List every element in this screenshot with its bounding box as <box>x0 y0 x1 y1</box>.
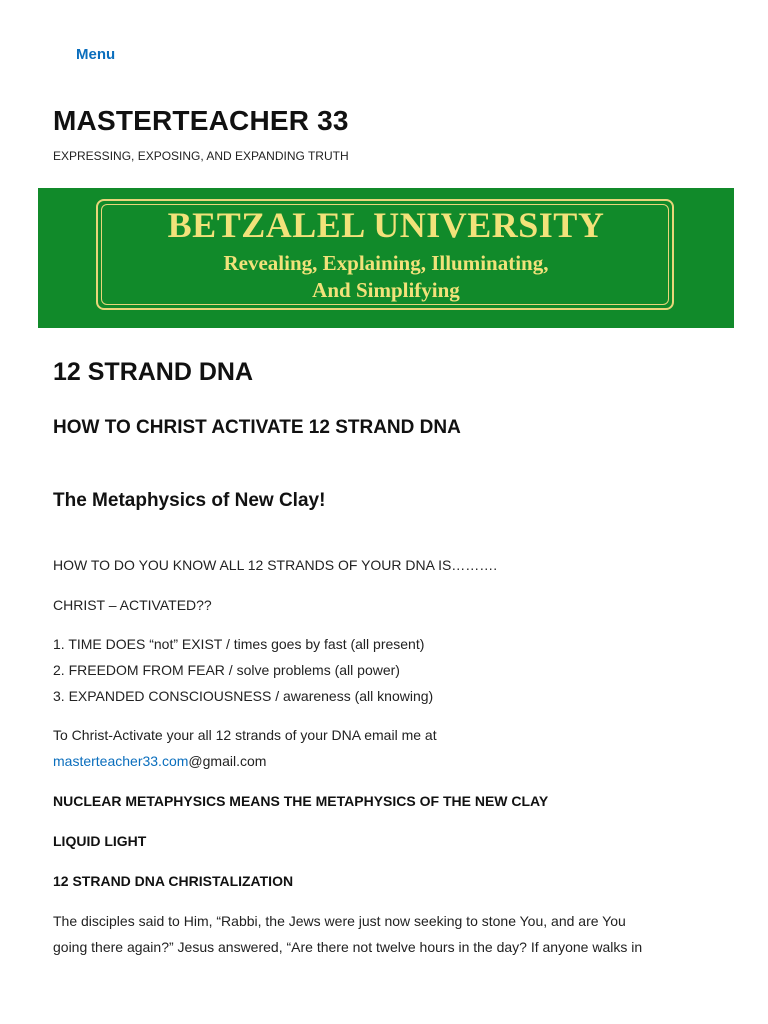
liquid-light-heading: LIQUID LIGHT <box>53 833 147 849</box>
list-item: 3. EXPANDED CONSCIOUSNESS / awareness (all knowing) <box>53 688 434 704</box>
email-suffix: @gmail.com <box>188 753 267 769</box>
banner-title: BETZALEL UNIVERSITY <box>167 205 605 245</box>
email-intro: To Christ-Activate your all 12 strands of your DNA email me at <box>53 727 437 743</box>
nuclear-metaphysics-heading: NUCLEAR METAPHYSICS MEANS THE METAPHYSICS OF THE NEW CLAY <box>53 793 549 809</box>
email-link[interactable]: masterteacher33.com <box>53 753 189 769</box>
site-description: EXPRESSING, EXPOSING, AND EXPANDING TRUTH <box>53 149 349 163</box>
christ-activated-paragraph: CHRIST – ACTIVATED?? <box>53 597 212 613</box>
scripture-line: The disciples said to Him, “Rabbi, the Jews were just now seeking to stone You, and are You <box>53 913 626 929</box>
list-item: 1. TIME DOES “not” EXIST / times goes by fast (all present) <box>53 636 425 652</box>
post-content <box>53 355 733 955</box>
christalization-heading: 12 STRAND DNA CHRISTALIZATION <box>53 873 294 889</box>
heading-metaphysics: The Metaphysics of New Clay! <box>53 490 326 511</box>
banner-subtitle-line2: And Simplifying <box>312 278 460 302</box>
menu-button[interactable]: Menu <box>76 46 116 63</box>
heading-activate: HOW TO CHRIST ACTIVATE 12 STRAND DNA <box>53 417 461 438</box>
site-title[interactable]: MASTERTEACHER 33 <box>53 105 349 136</box>
list-item: 2. FREEDOM FROM FEAR / solve problems (all power) <box>53 662 400 678</box>
question-paragraph: HOW TO DO YOU KNOW ALL 12 STRANDS OF YOUR DNA IS………. <box>53 557 498 573</box>
post-title: 12 STRAND DNA <box>53 358 254 386</box>
scripture-line: going there again?” Jesus answered, “Are there not twelve hours in the day? If anyone walks in <box>53 939 643 955</box>
email-line <box>53 748 733 774</box>
banner-subtitle-line1: Revealing, Explaining, Illuminating, <box>223 251 549 275</box>
header-banner-image <box>38 188 734 328</box>
